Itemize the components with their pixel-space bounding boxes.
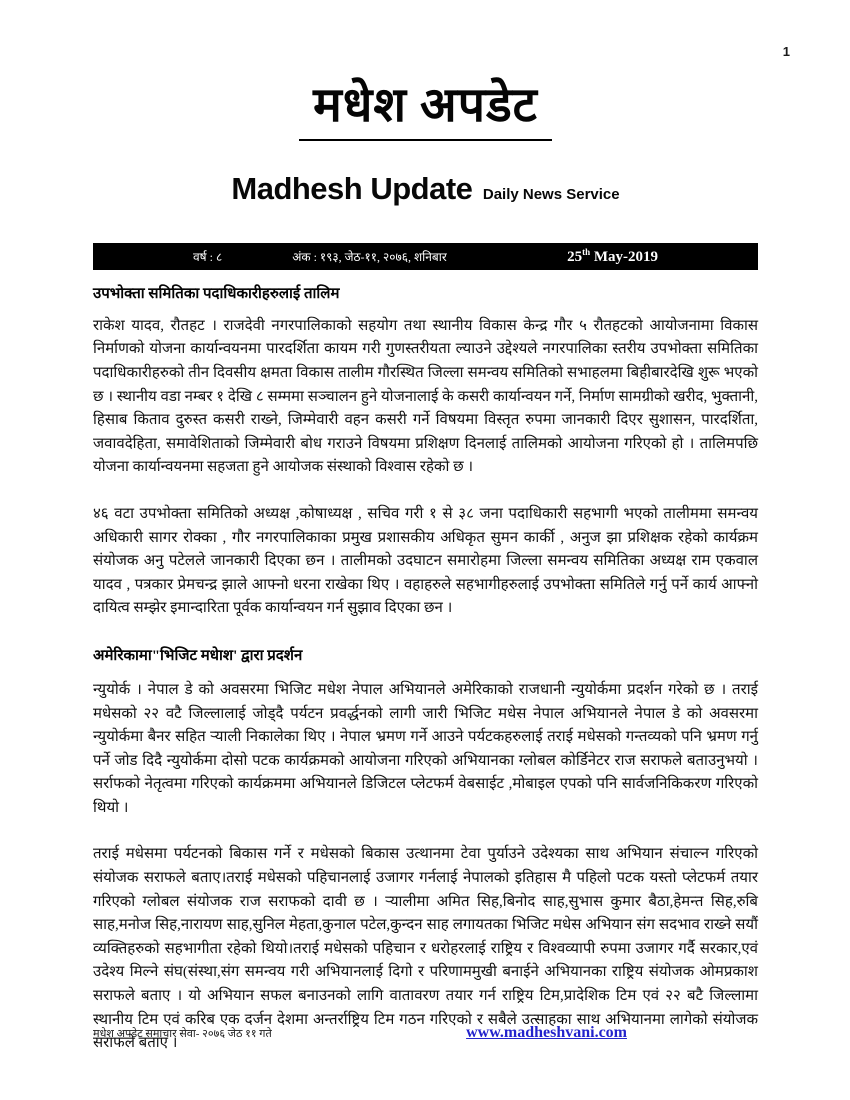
- issue-info-bar: [93, 243, 758, 270]
- article-paragraph: ४६ वटा उपभोक्ता समितिको अध्यक्ष ,कोषाध्यक्ष , सचिव गरी १ से ३८ जना पदाधिकारी सहभागी भएको तालीममा समन्वय अधिकारी सागर रोक्का , गौर नगरपालिकाका प्रमुख प्रशासकीय अधिकृत सुमन कार्की , अनुज झा प्रशिक्षक रहेको कार्यक्रम संयोजक अनु पटेलले जानकारी दिएका छन । तालीमको उदघाटन समारोहमा जिल्ला समन्वय समितिका अध्यक्ष राम एकवाल यादव , पत्रकार प्रेमचन्द्र झाले आफ्नो धरना राखेका थिए । वहाहरुले सहभागीहरुलाई उपभोक्ता समितिले गर्नु पर्ने कार्य आफ्नो दायित्व सम्झेर इमान्दारिता पूर्वक कार्यान्वयन गर्न सुझाव दिएका छन ।: [93, 505, 758, 617]
- page-footer: [93, 1024, 757, 1042]
- masthead-english: [93, 171, 758, 207]
- issue-date-day: 25: [567, 248, 583, 265]
- issue-date-ordinal: th: [582, 246, 591, 257]
- masthead-english-subtitle: Daily News Service: [482, 185, 620, 203]
- article-consumer-committee-training: [93, 283, 758, 621]
- article-paragraph: तराई मधेसमा पर्यटनको बिकास गर्ने र मधेसको बिकास उत्थानमा टेवा पुर्याउने उदेश्यका साथ अभियान संचाल्न गरिएको संयोजक सराफले बताए।तराई मधेसको पहिचानलाई उजागर गर्नलाई नेपालको इतिहास मै पहिलो पटक यस्तो प्लेटफर्म तयार गरिएको ग्लोबल संयोजक राज सराफको दावी छ । ऱ्यालीमा अमित सिह,बिनोद साह,सुभास कुमार बैठा,हेमन्त सिह,रुबि साह,मनोज सिह,नारायण साह,सुनिल मेहता,कुनाल पटेल,कुन्दन साह लगायतका भिजिट मधेस अभियान संग सदभाव राख्ने सयौं व्यक्तिहरुको सहभागीता रहेको थियो।तराई मधेसको पहिचान र धरोहरलाई राष्ट्रिय र विश्वव्यापी रुपमा उजागर गर्दै सरकार,एवं उदेश्य मिल्ने संघ(संस्था,संग समन्वय गरी अभियानलाई दिगो र परिणाममुखी बनाईने अभियानका राष्ट्रिय संयोजक ओमप्रकाश सराफले बताए । यो अभियान सफल बनाउनको लागि वातावरण तयार गर्न राष्ट्रिय टिम,प्रादेशिक टिम एवं २२ बटै जिल्लामा स्थानीय टिम एवं करिब एक दर्जन देशमा अन्तर्राष्ट्रिय टिम गठन गरिएको र सबैले उत्साहका साथ अभियानमा लागेको संयोजक सराफले बताए ।: [93, 846, 758, 1052]
- masthead-english-title: Madhesh Update: [231, 170, 473, 206]
- article-paragraph: न्युयोर्क । नेपाल डे को अवसरमा भिजिट मधेश नेपाल अभियानले अमेरिकाको राजधानी न्युयोर्कमा प्रदर्शन गरेको छ । तराई मधेसको २२ वटै जिल्लालाई जोड्दै पर्यटन प्रवर्द्धनको लागी जारी भिजिट मधेस नेपाल अभियानले नेपाल डे को अवसरमा न्युयोर्कमा बैनर सहित ऱ्याली निकालेका थिए । नेपाल भ्रमण गर्ने आउने पर्यटकहरुलाई तराई मधेसको गन्तव्यको पनि भ्रमण गर्नु पर्ने जोड दिदै न्युयोर्कमा दोसो पटक कार्यक्रमको आयोजना गरिएको अभियानका ग्लोबल कोर्डिनेटर राज सराफले बताउनुभयो ।सर्राफको नेतृत्वमा गरिएको कार्यक्रममा अभियानले डिजिटल प्लेटफर्म वेबसाईट ,मोबाइल एपको पनि सार्वजनिकिकरण गरिएको थियो ।: [93, 681, 758, 816]
- issue-year-label: वर्ष : ८: [193, 249, 223, 264]
- footer-website-link[interactable]: www.madheshvani.com: [466, 1024, 627, 1041]
- issue-date-month-year: May-2019: [590, 248, 658, 265]
- page-content: [93, 0, 758, 1079]
- issue-date: [567, 247, 658, 266]
- article-heading: उपभोक्ता समितिका पदाधिकारीहरुलाई तालिम: [93, 285, 340, 302]
- article-heading: अमेरिकामा"भिजिट मधेाश' द्वारा प्रदर्शन: [93, 647, 303, 664]
- article-paragraph: राकेश यादव, रौतहट । राजदेवी नगरपालिकाको सहयोग तथा स्थानीय विकास केन्द्र गौर ५ रौतहटको आयोजनामा विकास निर्माणको योजना कार्यान्वयनमा पारदर्शिता कायम गरी गुणस्तरीयता ल्याउने उद्देश्यले नगरपालिका स्तरीय उपभोक्ता समितिका पदाधिकारीहरुको तीन दिवसीय क्षमता विकास तालीम गौरस्थित जिल्ला समन्वय समितिको सभाहलमा बिहीबारदेखि शुरू भएको छ । स्थानीय वडा नम्बर १ देखि ८ सम्ममा सञ्चालन हुने योजनालाई के कसरी कार्यान्वयन गर्ने, निर्माण सामग्रीको खरीद, भुक्तानी, हिसाब किताव दुरुस्त कसरी राख्ने, जिम्मेवारी वहन कसरी गर्ने विषयमा विस्तृत रुपमा जानकारी दिएर सुशासन, पारदर्शिता, जवावदेहिता, समावेशिताको जिम्मेवारी बोध गराउने विषयमा प्रशिक्षण दिनलाई तालिमको आयोजना गरिएको हो । तालिमपछि योजना कार्यान्वयनमा सहजता हुने आयोजक संस्थाको विश्वास रहेको छ ।: [93, 317, 758, 476]
- page-number: 1: [782, 44, 790, 59]
- article-visit-madhesh-america: [93, 645, 758, 1056]
- issue-number-label: अंक : १९३, जेठ-११, २०७६, शनिबार: [292, 249, 447, 264]
- footer-publication-info: मधेश अपडेट समाचार सेवा- २०७६ जेठ ११ गते: [93, 1028, 272, 1040]
- masthead-nepali-title: मधेश अपडेट: [299, 80, 552, 141]
- masthead-nepali: [93, 0, 758, 141]
